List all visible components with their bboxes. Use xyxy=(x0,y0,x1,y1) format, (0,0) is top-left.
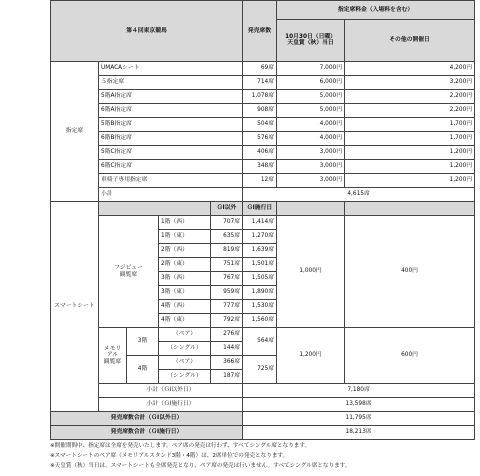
memorial-price-other: 600円 xyxy=(345,328,475,384)
fuji-price-other: 400円 xyxy=(345,216,475,328)
smart-subtotal-gi-label: 小計（ＧⅠ施行日） xyxy=(99,398,243,412)
col-gi: ＧⅠ施行日 xyxy=(243,202,277,216)
table-row xyxy=(51,160,475,174)
non-gi-seats: 751席 xyxy=(211,258,243,272)
table-row xyxy=(51,328,475,342)
table-row xyxy=(51,104,475,118)
non-gi-seats: 777席 xyxy=(211,300,243,314)
non-gi-seats: 959席 xyxy=(211,286,243,300)
total-nongi-value: 11,795席 xyxy=(243,412,475,426)
smart-subtotal-row xyxy=(51,384,475,398)
non-gi-seats: 819席 xyxy=(211,244,243,258)
seat-name: 6階A指定席 xyxy=(99,104,243,118)
seat-name: 6階C指定席 xyxy=(99,160,243,174)
non-gi-seats: 635席 xyxy=(211,230,243,244)
non-gi-seats: 792席 xyxy=(211,314,243,328)
gi-seats: 1,639席 xyxy=(243,244,277,258)
non-gi-seats: 187席 xyxy=(211,370,243,384)
non-gi-seats: 767席 xyxy=(211,272,243,286)
price-other: 1,200円 xyxy=(345,174,475,188)
footnote: ※開催期間中、指定席は全席を発売いたします。ペア席の発売は行わず、すべてシングル席となります。 xyxy=(50,443,311,449)
total-row xyxy=(51,426,475,440)
seat-table xyxy=(50,0,475,440)
price-day1: 3,000円 xyxy=(277,174,345,188)
smart-section-label: スマートシート xyxy=(51,202,99,412)
reserved-subtotal-row xyxy=(51,188,475,202)
price-day1: 3,000円 xyxy=(277,160,345,174)
header-event: 第４回東京競馬 xyxy=(51,1,243,62)
smart-header-row xyxy=(51,202,475,216)
smart-subtotal-nongi-value: 7,180席 xyxy=(243,384,475,398)
price-other: 1,700円 xyxy=(345,118,475,132)
total-nongi-label: 発売席数合計（ＧⅠ以外日） xyxy=(51,412,243,426)
floor-label: 3階（東） xyxy=(159,286,211,300)
smart-header-blank-3 xyxy=(345,202,475,216)
memorial-price-day1: 1,200円 xyxy=(277,328,345,384)
price-other: 2,200円 xyxy=(345,104,475,118)
seat-name: 車椅子専用指定席 xyxy=(99,174,243,188)
pair-label: （ペア） xyxy=(159,356,211,370)
seat-name: 5階B指定席 xyxy=(99,118,243,132)
floor-label: 2階（西） xyxy=(159,244,211,258)
gi-seats: 1,270席 xyxy=(243,230,277,244)
floor-label: 4階（東） xyxy=(159,314,211,328)
seat-name: 5階A指定席 xyxy=(99,90,243,104)
price-other: 1,700円 xyxy=(345,132,475,146)
floor-label: 2階（東） xyxy=(159,258,211,272)
seat-count: 504席 xyxy=(243,118,277,132)
total-row xyxy=(51,412,475,426)
gi-seats: 1,414席 xyxy=(243,216,277,230)
table-row xyxy=(51,132,475,146)
header-row-1 xyxy=(51,1,475,20)
price-day1: 3,000円 xyxy=(277,146,345,160)
price-day1: 4,000円 xyxy=(277,118,345,132)
non-gi-seats: 707席 xyxy=(211,216,243,230)
smart-header-blank xyxy=(99,202,211,216)
price-day1: 4,000円 xyxy=(277,132,345,146)
price-other: 2,200円 xyxy=(345,90,475,104)
non-gi-seats: 276席 xyxy=(211,328,243,342)
gi-seats: 1,560席 xyxy=(243,314,277,328)
non-gi-seats: 144席 xyxy=(211,342,243,356)
price-other: 1,200円 xyxy=(345,160,475,174)
fuji-price-day1: 1,000円 xyxy=(277,216,345,328)
reserved-section-label: 指定席 xyxy=(51,62,99,202)
header-price-group: 指定席料金（入場料を含む） xyxy=(277,1,475,20)
seat-count: 406席 xyxy=(243,146,277,160)
table-row xyxy=(51,62,475,76)
memorial-floor-4: 4階 xyxy=(127,356,159,384)
col-non-gi: ＧⅠ以外 xyxy=(211,202,243,216)
seat-count: 12席 xyxy=(243,174,277,188)
gi-seats: 564席 xyxy=(243,328,277,356)
gi-seats: 1,890席 xyxy=(243,286,277,300)
smart-subtotal-row xyxy=(51,398,475,412)
single-label: （シングル） xyxy=(159,342,211,356)
table-row xyxy=(51,174,475,188)
footnotes xyxy=(50,441,478,471)
table-row xyxy=(51,90,475,104)
price-day1: 7,000円 xyxy=(277,62,345,76)
reserved-subtotal-label: 小計 xyxy=(99,188,243,202)
non-gi-seats: 366席 xyxy=(211,356,243,370)
memorial-floor-3: 3階 xyxy=(127,328,159,356)
header-day1: 10月30日（日曜） 天皇賞（秋）当日 xyxy=(277,19,345,61)
seat-name: ５指定席 xyxy=(99,76,243,90)
floor-label: 4階（西） xyxy=(159,300,211,314)
header-day-other: その他の開催日 xyxy=(345,19,475,61)
seat-count: 348席 xyxy=(243,160,277,174)
floor-label: 3階（西） xyxy=(159,272,211,286)
single-label: （シングル） xyxy=(159,370,211,384)
footnote: ※スマートシートのペア席（メモリアルスタンド3階・4階）は、2席単位での発売となります。 xyxy=(50,453,289,459)
seat-name: UMACAシート xyxy=(99,62,243,76)
smart-subtotal-gi-value: 13,598席 xyxy=(243,398,475,412)
smart-header-blank-2 xyxy=(277,202,345,216)
price-day1: 5,000円 xyxy=(277,90,345,104)
seat-count: 576席 xyxy=(243,132,277,146)
table-row xyxy=(51,118,475,132)
seat-name: 6階B指定席 xyxy=(99,132,243,146)
gi-seats: 1,530席 xyxy=(243,300,277,314)
seat-count: 1,078席 xyxy=(243,90,277,104)
floor-label: 1階（西） xyxy=(159,216,211,230)
seat-name: 5階C指定席 xyxy=(99,146,243,160)
smart-subtotal-nongi-label: 小計（ＧⅠ以外日） xyxy=(99,384,243,398)
gi-seats: 1,501席 xyxy=(243,258,277,272)
footnote: ※天皇賞（秋）当日は、スマートシートも全席発売となり、ペア席の発売は行いません。すべてシングル席となります。 xyxy=(50,463,351,469)
fuji-view-label: フジビュー 観覧席 xyxy=(99,216,159,328)
seat-count: 714席 xyxy=(243,76,277,90)
header-sold-seats: 発売席数 xyxy=(243,1,277,62)
floor-label: 1階（東） xyxy=(159,230,211,244)
table-row xyxy=(51,216,475,230)
gi-seats: 1,505席 xyxy=(243,272,277,286)
total-gi-label: 発売席数合計（ＧⅠ施行日） xyxy=(51,426,243,440)
reserved-subtotal-value: 4,615席 xyxy=(243,188,475,202)
price-day1: 6,000円 xyxy=(277,76,345,90)
price-other: 3,200円 xyxy=(345,76,475,90)
price-other: 4,200円 xyxy=(345,62,475,76)
pair-label: （ペア） xyxy=(159,328,211,342)
seat-count: 908席 xyxy=(243,104,277,118)
price-other: 1,200円 xyxy=(345,146,475,160)
price-day1: 5,000円 xyxy=(277,104,345,118)
memorial-label: メモリアル 観覧席 xyxy=(99,328,127,384)
table-row xyxy=(51,146,475,160)
total-gi-value: 18,213席 xyxy=(243,426,475,440)
gi-seats: 725席 xyxy=(243,356,277,384)
table-row xyxy=(51,76,475,90)
seat-count: 69席 xyxy=(243,62,277,76)
